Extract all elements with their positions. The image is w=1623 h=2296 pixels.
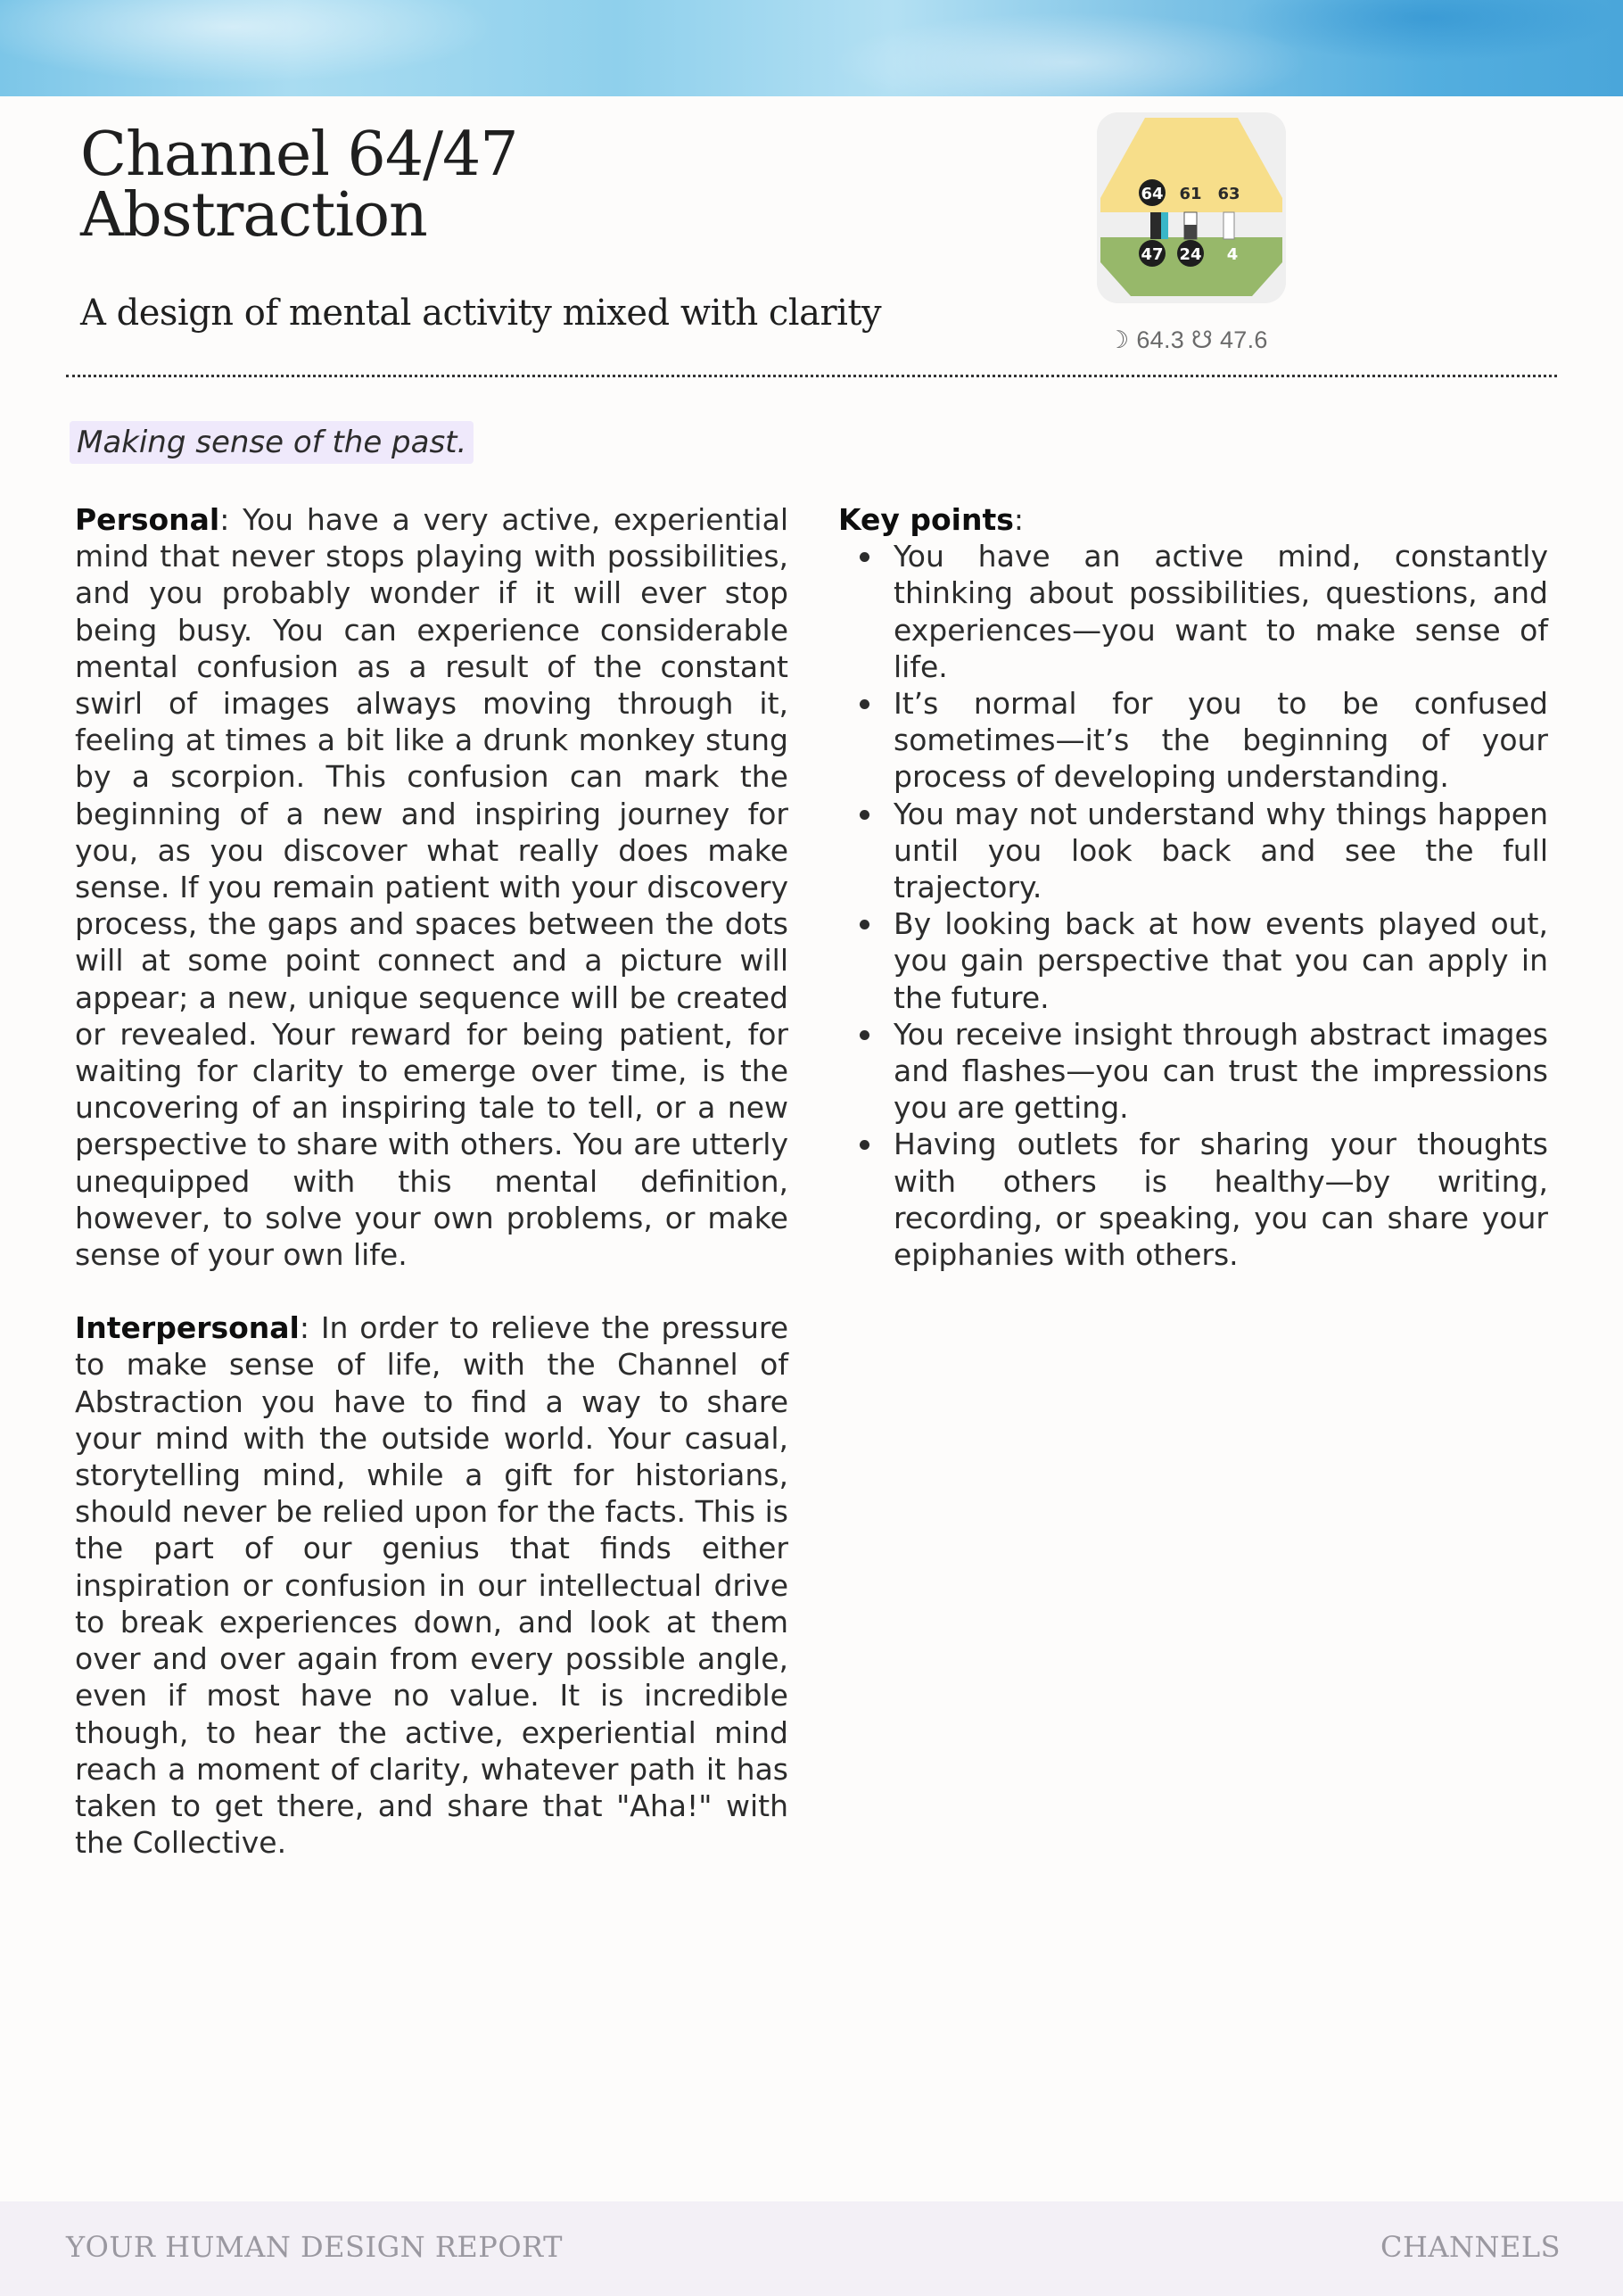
- list-item: You have an active mind, constantly thinking about possibilities, questions, and experiences—you want to make sense of life.: [894, 539, 1548, 684]
- gate-64-label: 64: [1141, 185, 1164, 203]
- list-item: It’s normal for you to be confused sometimes—it’s the beginning of your process of developing understanding.: [894, 686, 1548, 795]
- gate-61-label: 61: [1179, 185, 1202, 203]
- key-points-label: Key points: [838, 502, 1014, 537]
- moon-gate-value: 64.3: [1136, 326, 1185, 353]
- key-points-heading: [838, 501, 1548, 538]
- title-line-2: Abstraction: [80, 180, 427, 251]
- personal-label: Personal: [75, 502, 220, 537]
- gate-reading: [1108, 326, 1268, 354]
- bodygraph-channel-icon: [1097, 112, 1286, 303]
- list-item: Having outlets for sharing your thoughts with others is healthy—by writing, recording, or speaking, you can share your epiphanies with others.: [894, 1127, 1548, 1273]
- personal-paragraph: [75, 501, 788, 1273]
- footer-report-title: YOUR HUMAN DESIGN REPORT: [66, 2230, 563, 2264]
- left-column: [75, 501, 788, 1897]
- interpersonal-label: Interpersonal: [75, 1310, 300, 1346]
- personal-text: : You have a very active, experiential mind that never stops playing with possibilities, and you probably wonder if it will ever stop being busy. You can experience considerable mental confusion as a result of the constant swirl of images always moving through it, feeling at times a bit like a drunk monkey stung by a scorpion. This confusion can mark the beginning of a new and inspiring journey for you, as you discover what really does make sense. If you remain patient with your discovery process, the gaps and spaces between the dots will at some point connect and a picture will appear; a new, unique sequence will be created or revealed. Your reward for being patient, for waiting for clarity to emerge over time, is the uncovering of an inspiring tale to tell, or a new perspective to share with others. You are utterly unequipped with this mental definition, however, to solve your own problems, or make sense of your own life.: [75, 502, 788, 1273]
- interpersonal-paragraph: [75, 1309, 788, 1861]
- list-item: You may not understand why things happen until you look back and see the full trajectory.: [894, 796, 1548, 905]
- south-node-gate-value: 47.6: [1219, 326, 1268, 353]
- right-column: [838, 501, 1548, 1273]
- moon-icon: ☽: [1108, 326, 1130, 353]
- page-title: [80, 120, 518, 251]
- gate-4-label: 4: [1226, 245, 1239, 264]
- key-points-colon: :: [1013, 502, 1025, 537]
- list-item: By looking back at how events played out, you gain perspective that you can apply in the future.: [894, 906, 1548, 1015]
- gate-63-label: 63: [1217, 185, 1240, 203]
- south-node-icon: ☋: [1190, 326, 1214, 353]
- gate-47-label: 47: [1141, 245, 1164, 264]
- header-banner: [0, 0, 1623, 96]
- dotted-divider: [66, 375, 1557, 377]
- page-subtitle: A design of mental activity mixed with clarity: [80, 293, 882, 334]
- key-points-list: [838, 538, 1548, 1273]
- gate-24-label: 24: [1179, 245, 1202, 264]
- list-item: You receive insight through abstract images and flashes—you can trust the impressions you are getting.: [894, 1016, 1548, 1126]
- footer-section-name: CHANNELS: [1380, 2230, 1561, 2264]
- highlight-quote: Making sense of the past.: [70, 421, 474, 464]
- title-line-1: Channel 64/47: [80, 120, 518, 190]
- interpersonal-text: : In order to relieve the pressure to make sense of life, with the Channel of Abstraction you have to find a way to share your mind with the outside world. Your casual, storytelling mind, while a gift for historians, should never be relied upon for the facts. This is the part of our genius that finds either inspiration or confusion in our intellectual drive to break experiences down, and look at them over and over again from every possible angle, even if most have no value. It is incredible though, to hear the active, experiential mind reach a moment of clarity, whatever path it has taken to get there, and share that "Aha!" with the Collective.: [75, 1310, 788, 1861]
